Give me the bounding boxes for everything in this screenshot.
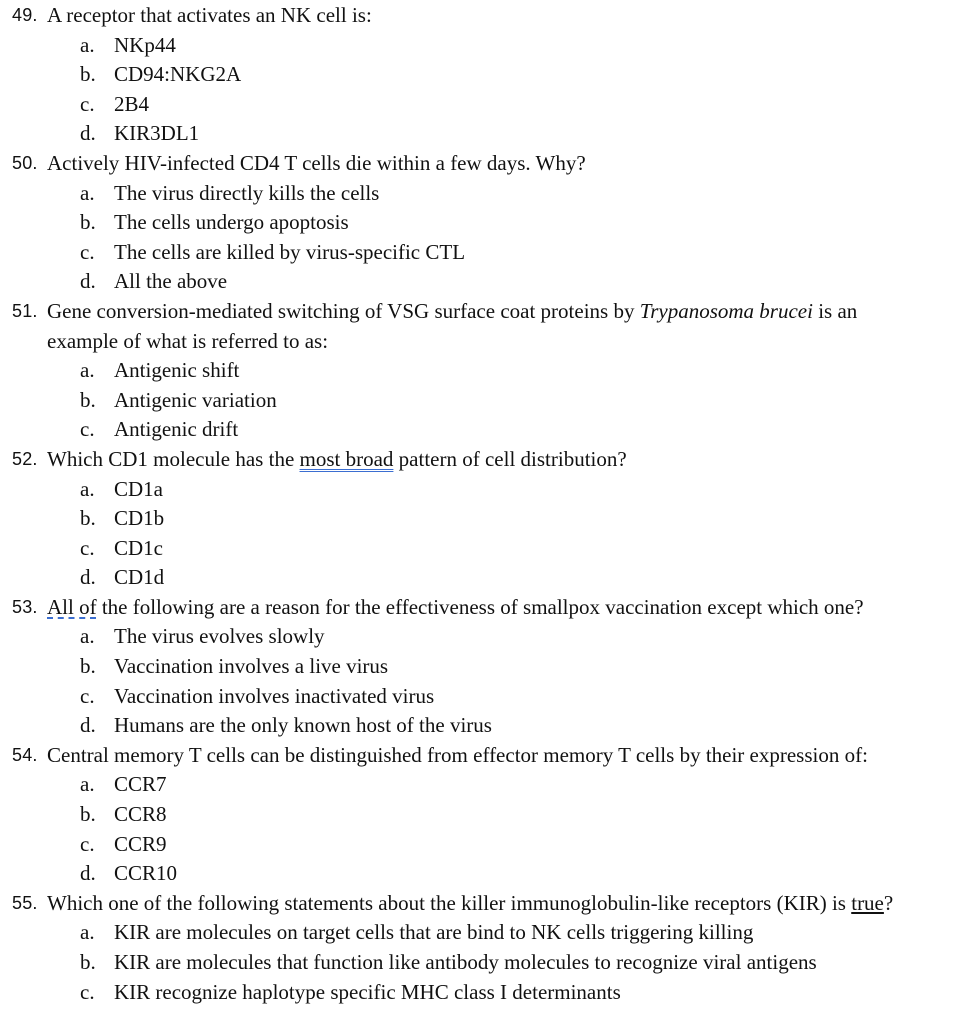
option-letter: a.	[80, 624, 95, 649]
question-text-start: Gene conversion-mediated switching of VSG surface coat proteins by	[47, 298, 640, 323]
option-text: CCR7	[114, 772, 167, 797]
option-text: The cells undergo apoptosis	[114, 210, 349, 235]
option-text: CD1b	[114, 506, 165, 531]
option-letter: a.	[80, 180, 95, 205]
quiz-document	[0, 1, 961, 1007]
question-text-end: ?	[883, 890, 894, 915]
option-letter: c.	[80, 683, 95, 708]
option-text: The virus directly kills the cells	[114, 180, 380, 205]
question-text-end: is an	[812, 298, 858, 323]
option-letter: b.	[80, 62, 96, 87]
emphasis-underline: true	[851, 890, 884, 915]
option-text: CD1a	[114, 476, 163, 501]
option-row	[0, 918, 961, 948]
question-51	[0, 297, 961, 327]
option-letter: c.	[80, 91, 95, 116]
option-row	[0, 415, 961, 445]
option-row	[0, 208, 961, 238]
option-text: Antigenic variation	[114, 387, 277, 412]
question-55	[0, 889, 961, 919]
option-letter: d.	[80, 713, 96, 738]
option-text: KIR recognize haplotype specific MHC class I determinants	[114, 979, 621, 1004]
question-54	[0, 741, 961, 771]
option-row	[0, 948, 961, 978]
option-text: CD1d	[114, 565, 165, 590]
question-49	[0, 1, 961, 31]
option-row	[0, 31, 961, 61]
option-row	[0, 60, 961, 90]
question-52	[0, 445, 961, 475]
option-letter: c.	[80, 831, 95, 856]
option-row	[0, 238, 961, 268]
question-text-start: Which one of the following statements about the killer immunoglobulin-like receptors (KIR) is	[47, 890, 852, 915]
option-text: KIR3DL1	[114, 121, 200, 146]
option-text: CCR9	[114, 831, 167, 856]
question-50	[0, 149, 961, 179]
option-row	[0, 119, 961, 149]
option-text: All the above	[114, 269, 228, 294]
question-text	[47, 593, 864, 623]
option-row	[0, 859, 961, 889]
grammar-flag-dotted[interactable]: All of	[47, 594, 97, 619]
option-letter: d.	[80, 565, 96, 590]
option-row	[0, 711, 961, 741]
option-text: NKp44	[114, 32, 176, 57]
question-number: 51.	[12, 300, 38, 321]
option-row	[0, 267, 961, 297]
option-letter: a.	[80, 920, 95, 945]
option-text: Antigenic drift	[114, 417, 239, 442]
option-letter: c.	[80, 979, 95, 1004]
question-text	[47, 889, 893, 919]
question-51-continued	[0, 327, 961, 357]
option-text: 2B4	[114, 91, 150, 116]
option-text: Humans are the only known host of the virus	[114, 713, 492, 738]
option-letter: c.	[80, 417, 95, 442]
question-text	[47, 297, 857, 327]
question-text: Central memory T cells can be distinguished from effector memory T cells by their expression of:	[47, 742, 868, 767]
option-row	[0, 682, 961, 712]
option-letter: b.	[80, 950, 96, 974]
option-row	[0, 90, 961, 120]
option-row	[0, 534, 961, 564]
option-letter: c.	[80, 535, 95, 560]
question-text	[47, 445, 627, 475]
question-number: 50.	[12, 152, 38, 173]
option-text: Antigenic shift	[114, 358, 240, 383]
option-text: CD1c	[114, 535, 163, 560]
question-text: A receptor that activates an NK cell is:	[47, 3, 372, 27]
option-row	[0, 563, 961, 593]
option-text: CCR10	[114, 861, 178, 886]
option-letter: a.	[80, 772, 95, 797]
option-letter: b.	[80, 802, 96, 827]
option-row	[0, 978, 961, 1008]
question-number: 49.	[12, 5, 38, 25]
option-letter: b.	[80, 210, 96, 235]
question-number: 55.	[12, 892, 38, 913]
option-letter: d.	[80, 269, 96, 294]
grammar-flag-underline[interactable]: most broad	[299, 446, 394, 471]
option-text: CCR8	[114, 802, 167, 827]
option-text: KIR are molecules that function like antibody molecules to recognize viral antigens	[114, 950, 817, 974]
option-row	[0, 800, 961, 830]
option-text: The virus evolves slowly	[114, 624, 325, 649]
question-text-end: the following are a reason for the effectiveness of smallpox vaccination except which one?	[96, 594, 864, 619]
question-text-start: Which CD1 molecule has the	[47, 446, 300, 471]
option-text: KIR are molecules on target cells that are bind to NK cells triggering killing	[114, 920, 754, 945]
option-row	[0, 622, 961, 652]
option-letter: a.	[80, 476, 95, 501]
question-text-continuation: example of what is referred to as:	[47, 328, 329, 353]
option-row	[0, 386, 961, 416]
option-letter: b.	[80, 654, 96, 679]
option-text: CD94:NKG2A	[114, 62, 242, 87]
option-row	[0, 179, 961, 209]
question-number: 53.	[12, 596, 38, 617]
option-letter: a.	[80, 358, 95, 383]
option-row	[0, 504, 961, 534]
option-row	[0, 475, 961, 505]
species-name-italic: Trypanosoma brucei	[639, 298, 813, 323]
option-row	[0, 356, 961, 386]
question-number: 54.	[12, 744, 38, 765]
option-letter: d.	[80, 861, 96, 886]
option-row	[0, 770, 961, 800]
option-letter: c.	[80, 239, 95, 264]
option-letter: b.	[80, 387, 96, 412]
option-text: The cells are killed by virus-specific CTL	[114, 239, 466, 264]
option-row	[0, 652, 961, 682]
question-text: Actively HIV-infected CD4 T cells die within a few days. Why?	[47, 150, 586, 175]
option-row	[0, 830, 961, 860]
option-text: Vaccination involves inactivated virus	[114, 683, 435, 708]
option-letter: a.	[80, 32, 95, 57]
option-letter: d.	[80, 121, 96, 146]
option-text: Vaccination involves a live virus	[114, 654, 389, 679]
option-letter: b.	[80, 506, 96, 531]
question-text-end: pattern of cell distribution?	[393, 446, 627, 471]
question-53	[0, 593, 961, 623]
question-number: 52.	[12, 448, 38, 469]
